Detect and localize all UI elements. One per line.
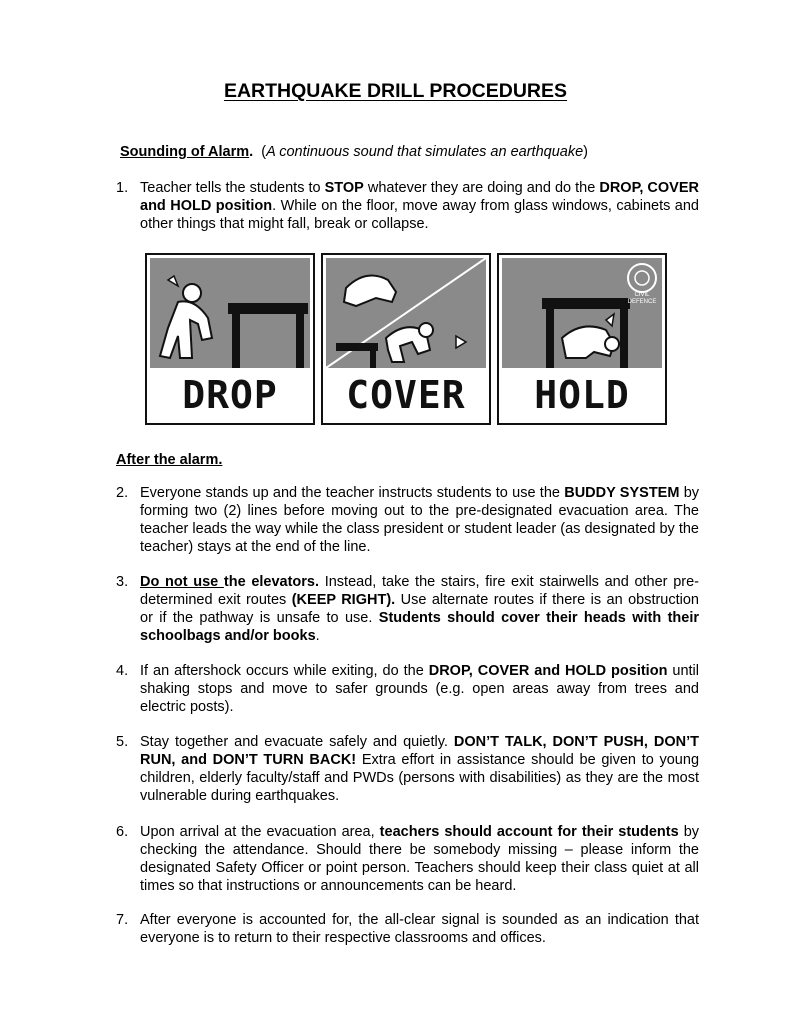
item-number: 7.	[116, 912, 129, 928]
item-text-run: Teacher tells the students to	[140, 180, 325, 196]
item-text-run: Extra effort in assistance should be given to young children, elderly faculty/staff and PWDs (persons with disabilities) as they are the most vulnerable during earthquakes.	[140, 752, 700, 804]
item-text	[140, 573, 699, 645]
item-text-run: Instead, take the stairs, fire exit stairwells and other pre-determined exit routes	[140, 574, 699, 608]
item-text-run: until shaking stops and move to safer grounds (e.g. open areas away from trees and electric posts).	[140, 663, 699, 715]
item-number: 2.	[116, 485, 129, 501]
item-text	[140, 823, 699, 895]
item-text	[140, 662, 699, 716]
item-text-run: .	[315, 628, 320, 644]
item-text-run: Upon arrival at the evacuation area,	[140, 824, 380, 840]
item-text-bold: (KEEP RIGHT).	[291, 592, 396, 608]
item-text	[140, 911, 699, 947]
list-item-1	[116, 179, 699, 233]
alarm-open-paren: (	[253, 144, 267, 160]
list-item-4	[116, 662, 699, 716]
item-text-run: Use alternate routes if there is an obstruction or if the pathway is unsafe to use.	[140, 592, 699, 626]
item-text-bold: BUDDY SYSTEM	[564, 485, 680, 501]
item-text-bold: the elevators.	[223, 574, 320, 590]
item-text-bold: DROP, COVER and HOLD position	[428, 663, 668, 679]
item-text-bold: DROP, COVER and HOLD position	[140, 180, 700, 214]
list-item-7	[116, 911, 699, 947]
item-number: 1.	[116, 180, 129, 196]
item-text-run: If an aftershock occurs while exiting, do the	[140, 663, 429, 679]
alarm-description: A continuous sound that simulates an earthquake	[266, 144, 584, 160]
item-text-run: After everyone is accounted for, the all-clear signal is sounded as an indication that everyone is to return to their respective classrooms and offices.	[140, 912, 699, 946]
drop-figure-icon	[150, 258, 310, 368]
panel-cover-label: COVER	[346, 373, 466, 417]
cover-figure-icon	[326, 258, 486, 368]
list-item-3	[116, 573, 699, 645]
item-text	[140, 484, 699, 556]
item-number: 6.	[116, 824, 129, 840]
alarm-close-paren: )	[583, 144, 588, 160]
item-text-run: whatever they are doing and do the	[363, 180, 600, 196]
item-text-bold: Students should cover their heads with their schoolbags and/or books	[140, 610, 699, 644]
item-text-bold: STOP	[324, 180, 364, 196]
item-text-run: by checking the attendance. Should there be somebody missing – please inform the designated Safety Officer or point person. Teachers should keep their class quiet at all times so that instructions or announcements can be heard.	[140, 824, 700, 894]
panel-hold	[497, 253, 667, 425]
list-item-2	[116, 484, 699, 556]
item-text-run: . While on the floor, move away from glass windows, cabinets and other things that might fall, break or collapse.	[140, 198, 699, 232]
item-text-run: Stay together and evacuate safely and quietly.	[140, 734, 454, 750]
list-item-5	[116, 733, 699, 805]
alarm-line	[120, 144, 588, 160]
item-text-bold: Do not use	[140, 574, 224, 590]
alarm-heading: Sounding of Alarm	[120, 144, 250, 160]
panel-hold-label: HOLD	[534, 373, 630, 417]
panel-cover	[321, 253, 491, 425]
item-text	[140, 733, 699, 805]
badge-line-2: DEFENCE	[627, 299, 657, 305]
item-text	[140, 179, 699, 233]
panel-drop	[145, 253, 315, 425]
badge-line-1: CIVIL	[634, 292, 650, 298]
hold-figure-icon	[502, 258, 662, 368]
item-number: 4.	[116, 663, 129, 679]
page-title: EARTHQUAKE DRILL PROCEDURES	[223, 80, 568, 102]
alarm-period: .	[249, 144, 254, 160]
item-text-run: by forming two (2) lines before moving out to the pre-designated evacuation area. The teacher leads the way while the class president or student leader (as designated by the teacher) stays at the end of the line.	[140, 485, 700, 555]
item-text-run: Everyone stands up and the teacher instructs students to use the	[140, 485, 565, 501]
panel-drop-label: DROP	[182, 373, 278, 417]
civil-defence-badge	[624, 292, 660, 306]
item-text-bold: teachers should account for their students	[379, 824, 679, 840]
item-text-bold: DON’T TALK, DON’T PUSH, DON’T RUN, and DON’T TURN BACK!	[140, 734, 699, 768]
after-alarm-heading: After the alarm.	[116, 452, 223, 468]
item-number: 3.	[116, 574, 129, 590]
list-item-6	[116, 823, 699, 895]
item-number: 5.	[116, 734, 129, 750]
